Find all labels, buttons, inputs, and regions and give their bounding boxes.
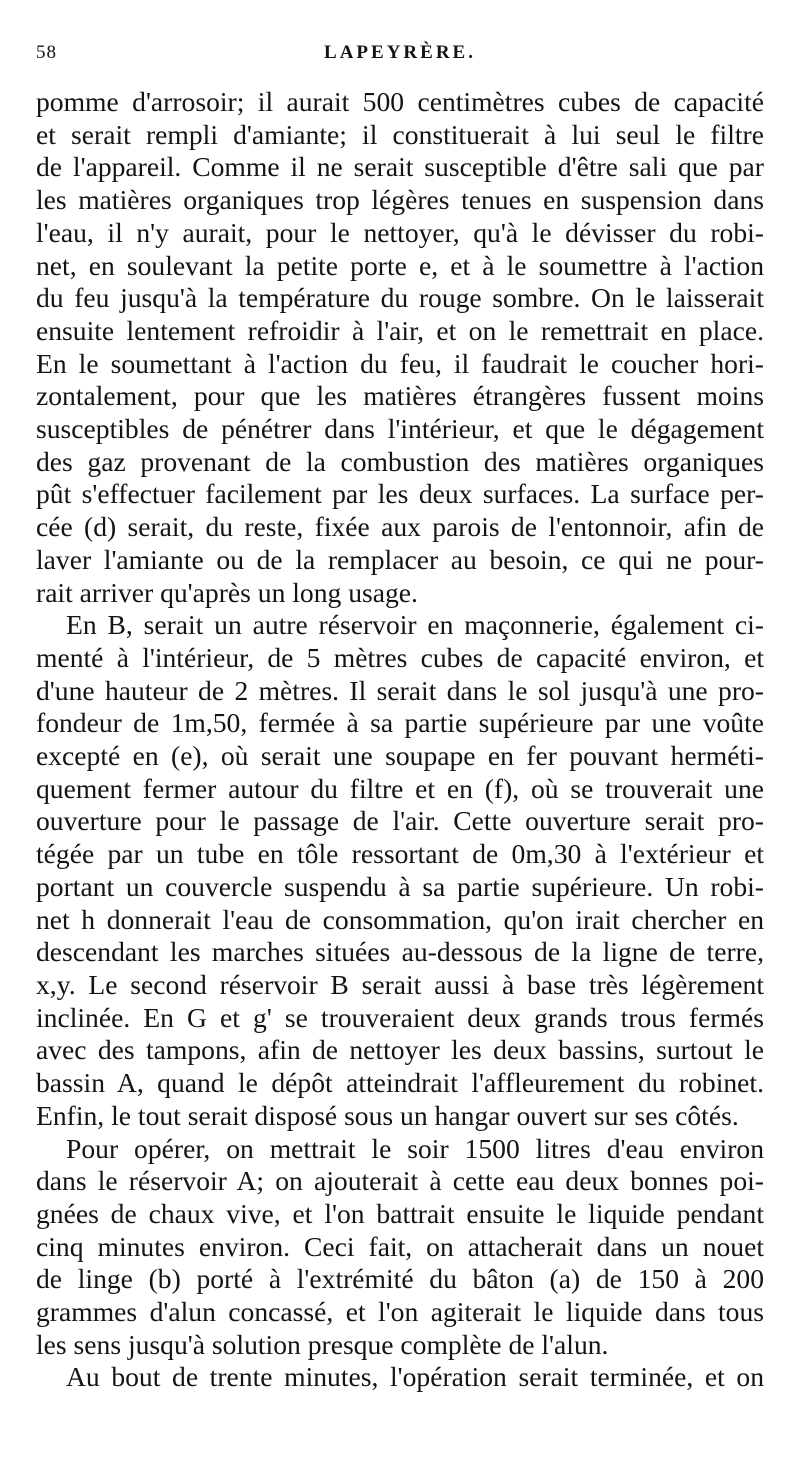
text-line: Enfin, le tout serait disposé sous un hangar ouvert sur ses côtés. [36,1099,739,1131]
text-line: rait arriver qu'après un long usage. [36,576,418,608]
text-line: descendant les marches situées au-dessous de la ligne de terre, [36,936,764,968]
running-title: LAPEYRÈRE. [324,42,476,63]
paragraph [36,86,764,609]
text-line: excepté en (e), où serait une soupape en fer pouvant herméti- [36,740,764,772]
text-line: les sens jusqu'à solution presque complète de l'alun. [36,1328,609,1360]
paragraph [36,1361,764,1394]
text-line: cée (d) serait, du reste, fixée aux parois de l'entonnoir, afin de [36,511,764,543]
paragraph [36,609,764,1132]
text-line: En le soumettant à l'action du feu, il faudrait le coucher hori- [36,347,764,379]
text-line: inclinée. En G et g' se trouveraient deux grands trous fermés [36,1001,764,1033]
text-line: du feu jusqu'à la température du rouge sombre. On le laisserait [36,282,764,314]
book-page [36,42,764,1442]
text-line: laver l'amiante ou de la remplacer au besoin, ce qui ne pour- [36,543,764,575]
text-line: l'eau, il n'y aurait, pour le nettoyer, qu'à le dévisser du robi- [36,216,764,248]
text-line: x,y. Le second réservoir B serait aussi à base très légèrement [36,968,764,1000]
page-header [36,42,764,86]
text-line: cinq minutes environ. Ceci fait, on attacherait dans un nouet [36,1230,764,1262]
text-line: tégée par un tube en tôle ressortant de 0m,30 à l'extérieur et [36,838,764,870]
text-line: de l'appareil. Comme il ne serait susceptible d'être sali que par [36,151,764,183]
paragraph [36,1133,764,1362]
text-line: d'une hauteur de 2 mètres. Il serait dans le sol jusqu'à une pro- [36,674,764,706]
text-line: les matières organiques trop légères tenues en suspension dans [36,184,764,216]
text-line: susceptibles de pénétrer dans l'intérieur, et que le dégagement [36,413,764,445]
body-text [36,86,764,1394]
text-line: fondeur de 1m,50, fermée à sa partie supérieure par une voûte [36,707,764,739]
page-number: 58 [36,42,57,63]
text-line: pomme d'arrosoir; il aurait 500 centimètres cubes de capacité [36,86,764,117]
text-line: Au bout de trente minutes, l'opération serait terminée, et on [66,1361,764,1393]
text-line: portant un couvercle suspendu à sa partie supérieure. Un robi- [36,870,764,902]
text-line: Pour opérer, on mettrait le soir 1500 litres d'eau environ [66,1132,764,1164]
text-line: gnées de chaux vive, et l'on battrait ensuite le liquide pendant [36,1197,764,1229]
text-line: ensuite lentement refroidir à l'air, et on le remettrait en place. [36,314,764,346]
text-line: grammes d'alun concassé, et l'on agiterait le liquide dans tous [36,1296,764,1328]
text-line: net, en soulevant la petite porte e, et à le soumettre à l'action [36,249,764,281]
text-line: et serait rempli d'amiante; il constituerait à lui seul le filtre [36,118,764,150]
text-line: de linge (b) porté à l'extrémité du bâton (a) de 150 à 200 [36,1263,764,1295]
text-line: zontalement, pour que les matières étrangères fussent moins [36,380,764,412]
text-line: net h donnerait l'eau de consommation, qu'on irait chercher en [36,903,764,935]
text-line: des gaz provenant de la combustion des matières organiques [36,445,764,477]
text-line: quement fermer autour du filtre et en (f), où se trouverait une [36,772,764,804]
text-line: avec des tampons, afin de nettoyer les deux bassins, surtout le [36,1034,764,1066]
text-line: bassin A, quand le dépôt atteindrait l'affleurement du robinet. [36,1067,764,1099]
text-line: dans le réservoir A; on ajouterait à cette eau deux bonnes poi- [36,1165,764,1197]
text-line: pût s'effectuer facilement par les deux surfaces. La surface per- [36,478,764,510]
text-line: ouverture pour le passage de l'air. Cette ouverture serait pro- [36,805,764,837]
text-line: menté à l'intérieur, de 5 mètres cubes de capacité environ, et [36,641,764,673]
text-line: En B, serait un autre réservoir en maçonnerie, également ci- [66,609,764,641]
